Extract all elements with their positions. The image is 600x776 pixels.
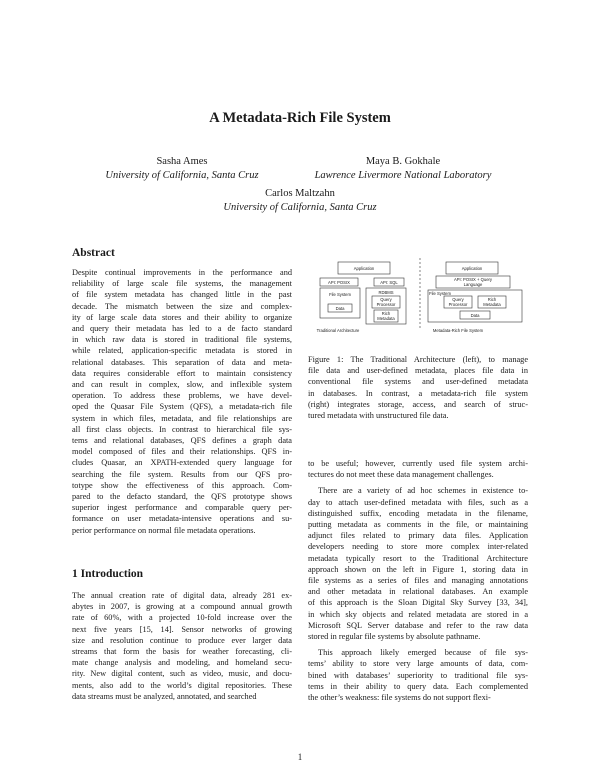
text-line: operation. To address these problems, we have devel- [72,391,292,401]
api-label: API: POSIX + Query [453,277,493,282]
text-line: There are a variety of ad hoc schemes in existence to- [318,486,528,496]
rich-metadata-label: Metadata [377,316,395,321]
text-line: and query their metadata has led to a de facto standard [72,324,292,334]
rich-metadata-label: Metadata [483,302,501,307]
paragraph [308,485,528,642]
traditional-architecture-caption: Traditional Architecture [316,328,360,333]
text-line: while related, application-specific metadata is stored in [72,346,292,356]
text-line: in which raw data is stored in traditional file systems, [72,335,292,345]
text-line: tems in their ability to query data. Each complemented [308,681,528,691]
text-line: totype show the effectiveness of this approach. Com- [72,480,292,490]
text-line: in which sky objects and related metadata are stored in a [308,609,528,619]
rich-metadata-label: Rich [487,297,497,302]
application-label: Application [461,266,483,271]
text-line: in databases. In contrast, a metadata-rich file system [308,388,528,398]
text-line: perior performance on normal file metadata operations. [72,525,256,535]
metadata-rich-file-system-caption: Metadata-Rich File System [432,328,484,333]
text-line: tems and relational databases, QFS defines a graph data [72,436,292,446]
text-line: ity of large scale data stores and their ability to organize [72,312,292,322]
data-label: Data [470,313,480,318]
text-line: the other’s weakness: file systems do not support flexi- [308,693,491,703]
author-affiliation: University of California, Santa Cruz [105,170,259,181]
text-line: abytes in 2007, is growing at a compound annual growth [72,602,292,612]
text-line: oped the Quasar File System (QFS), a metadata-rich file [72,402,292,412]
paragraph [308,458,528,480]
text-line: of file system metadata has changed little in the past [72,290,292,300]
text-line: and can result in complex, slow, and inflexible system [72,380,292,390]
figure-1-architecture-diagram [308,258,530,338]
text-line: tectures do not meet these data management challenges. [308,470,494,480]
text-line: decade. The mismatch between the size and complex- [72,301,292,311]
text-line: metadata typically resort to the Traditional Architecture [308,553,528,563]
query-processor-label: Processor [448,302,468,307]
application-label: Application [353,266,375,271]
text-line: to be useful; however, currently used file system archi- [308,459,528,468]
file-system-label: File System [329,292,351,297]
api-posix-label: API: POSIX [328,280,350,285]
figure-1-caption [308,354,528,421]
author-name: Sasha Ames [156,156,208,167]
author-name: Maya B. Gokhale [365,156,441,167]
text-line: reliability of large scale file systems, the management [72,279,292,289]
data-label: Data [335,306,345,311]
text-line: of this approach is the Sloan Digital Sky Survey [33, 34], [308,598,528,608]
text-line: Figure 1: The Traditional Architecture (left), to manage [308,355,528,364]
author-2 [298,155,508,183]
file-system-label: File System [429,291,451,296]
text-line: model composed of files and their relationships. QFS in- [72,447,292,457]
text-line: distinguished suffix, encoding metadata in the filename, [308,508,528,518]
text-line: bined with databases’ superiority to traditional file sys- [308,670,528,680]
query-processor-label: Processor [376,302,396,307]
author-1 [92,155,272,183]
text-line: streams that form the basis for weather forecasting, cli- [72,647,292,657]
text-line: all first class objects. In contrast to hierarchical file sys- [72,424,292,434]
text-line: rity. New digital content, such as video, music, and docu- [72,669,292,679]
page-number: 1 [297,752,303,762]
text-line: The annual creation rate of digital data, already 281 ex- [72,591,292,600]
author-affiliation: University of California, Santa Cruz [223,202,377,213]
api-sql-label: API: SQL [380,280,398,285]
abstract-heading: Abstract [72,247,115,259]
text-line: superior ingest performance and comparable query per- [72,503,292,513]
text-line: searching the file system. Results from our QFS pro- [72,469,292,479]
paragraph [308,647,528,703]
text-line: pared to the defacto standard, the QFS prototype shows [72,492,292,502]
text-line: and other metadata in relational databases. An example [308,587,528,597]
text-line: rate of 60%, with a projected 10-fold increase over the [72,613,292,623]
text-line: data requires considerable effort to maintain consistency [72,368,292,378]
text-line: tems’ ability to store very large amounts of data, com- [308,659,528,669]
introduction-body [72,590,292,702]
text-line: file systems as a series of files and managing annotations [308,576,528,586]
text-line: relational databases. This separation of data and meta- [72,357,292,367]
author-affiliation: Lawrence Livermore National Laboratory [314,170,492,181]
paper-title: A Metadata-Rich File System [209,110,391,126]
text-line: This approach likely emerged because of file sys- [318,648,528,658]
query-processor-label: Query [380,297,392,302]
text-line: tured metadata with unstructured file data. [308,411,449,421]
introduction-heading: 1 Introduction [72,568,144,580]
text-line: mate change analysis and modeling, and homeland secu- [72,658,292,668]
api-label: Language [463,282,483,287]
text-line: approach shown on the left in Figure 1, storing data in [308,564,528,574]
text-line: Despite continual improvements in the performance and [72,268,292,277]
text-line: formance on user metadata-intensive operations and su- [72,514,292,524]
text-line: day to attach user-defined metadata with files, such as a [308,497,528,507]
text-line: stored in regular file systems by absolute pathname. [308,632,481,642]
right-column-body [308,458,528,703]
text-line: next five years [15, 14]. Sensor networks of growing [72,624,292,634]
text-line: conventional file systems and user-defined metadata [308,377,528,387]
text-line: size and resolution continue to produce ever larger data [72,635,292,645]
rich-metadata-label: Rich [381,311,391,316]
text-line: system in which files, metadata, and file relationships are [72,413,292,423]
text-line: developers needing to store more complex inter-related [308,542,528,552]
text-line: putting metadata as comments in the file, or maintaining [308,520,528,530]
author-name: Carlos Maltzahn [265,188,335,199]
abstract-body [72,267,292,536]
author-3 [180,187,420,215]
text-line: cludes Quasar, an XPATH-extended query language for [72,458,292,468]
text-line: ments, also add to the world’s digital repositories. These [72,680,292,690]
text-line: (right) integrates storage, access, and search of struc- [308,399,528,409]
query-processor-label: Query [452,297,464,302]
text-line: adjunct files related to primary data files. Application [308,531,528,541]
text-line: data streams must be analyzed, annotated, and searched [72,691,257,701]
rdbms-label: RDBMS [378,290,394,295]
text-line: file data and user-defined metadata, places file data in [308,366,528,376]
text-line: Microsoft SQL Server database and refer to the raw data [308,620,528,630]
